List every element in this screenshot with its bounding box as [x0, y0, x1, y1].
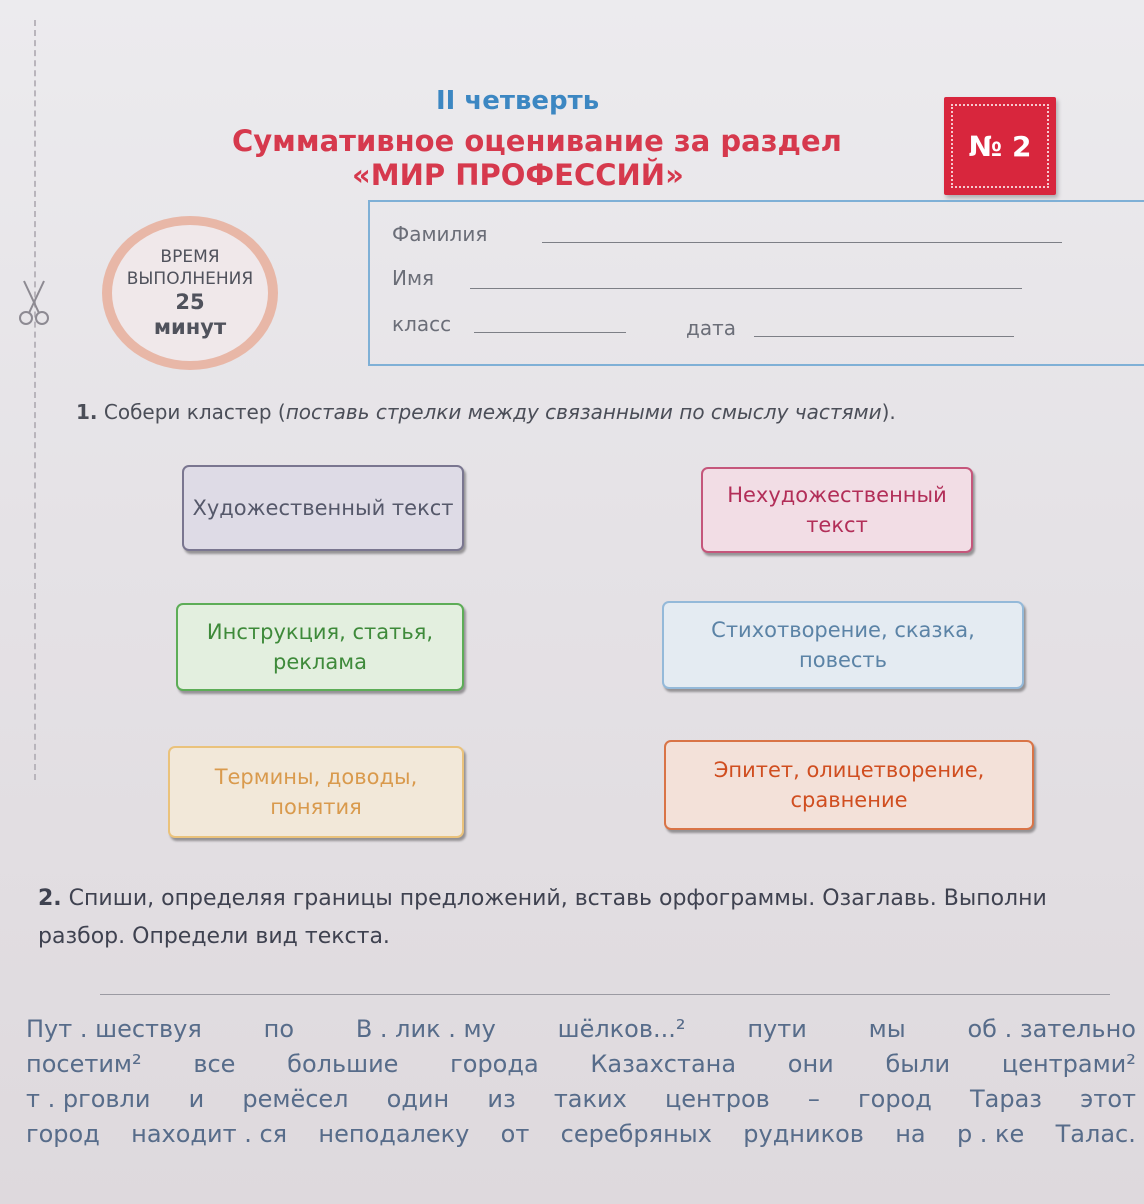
task2-text: Спиши, определяя границы предложений, вставь орфограммы. Озаглавь. Выполни разбор. Определи вид текста.	[38, 886, 1047, 949]
passage-word: Тараз	[969, 1085, 1043, 1113]
task1-number: 1.	[76, 400, 98, 424]
answer-line[interactable]	[100, 994, 1110, 995]
date-label: дата	[686, 316, 736, 340]
passage-word: мы	[868, 1015, 906, 1043]
passage-word: город	[26, 1120, 100, 1148]
task1-text-start: Собери кластер (	[103, 400, 286, 424]
passage-word: один	[386, 1085, 450, 1113]
task1-text-end: ).	[881, 400, 896, 424]
time-badge-minutes-unit: минут	[153, 315, 227, 339]
card-epithet[interactable]: Эпитет, олицетворение, сравнение	[664, 740, 1034, 830]
passage-word: и	[188, 1085, 205, 1113]
passage-word: были	[885, 1050, 951, 1078]
name-label: Имя	[392, 266, 435, 290]
passage-word: все	[193, 1050, 236, 1078]
passage-word: Талас.	[1055, 1120, 1136, 1148]
card-art-text[interactable]: Художественный текст	[182, 465, 464, 551]
surname-label: Фамилия	[392, 222, 488, 246]
passage-word: р . ке	[956, 1120, 1025, 1148]
time-badge	[102, 216, 278, 370]
passage-word: пути	[747, 1015, 807, 1043]
passage-word: т . рговли	[26, 1085, 151, 1113]
time-badge-line2: ВЫПОЛНЕНИЯ	[126, 269, 254, 289]
card-nonart-text[interactable]: Нехудожественный текст	[701, 467, 973, 553]
passage-row	[26, 1047, 1136, 1082]
class-field[interactable]	[474, 332, 626, 333]
task2-instruction	[38, 880, 1128, 956]
passage-word: Пут . шествуя	[26, 1015, 202, 1043]
task2-number: 2.	[38, 886, 62, 911]
passage-word: от	[500, 1120, 530, 1148]
passage-word: ремёсел	[242, 1085, 349, 1113]
page-title-line1: Суммативное оценивание за раздел	[232, 124, 842, 158]
exercise-passage	[26, 1012, 1136, 1152]
passage-row	[26, 1012, 1136, 1047]
passage-word: город	[858, 1085, 932, 1113]
passage-word: рудников	[743, 1120, 864, 1148]
passage-word: они	[787, 1050, 834, 1078]
assessment-number-badge	[944, 97, 1056, 195]
passage-word: центров	[664, 1085, 770, 1113]
date-field[interactable]	[754, 336, 1014, 337]
passage-word: Казахстана	[590, 1050, 737, 1078]
passage-word: шёлков...²	[557, 1015, 686, 1043]
passage-word: по	[263, 1015, 294, 1043]
assessment-number: № 2	[951, 104, 1049, 188]
passage-word: об . зательно	[967, 1015, 1136, 1043]
passage-word: –	[807, 1085, 820, 1113]
passage-word: центрами²	[1001, 1050, 1136, 1078]
quarter-heading: II четверть	[436, 86, 600, 116]
passage-word: посетим²	[26, 1050, 142, 1078]
passage-word: таких	[553, 1085, 627, 1113]
cut-line	[34, 20, 36, 780]
page-title-line2: «МИР ПРОФЕССИЙ»	[352, 158, 684, 192]
card-terms[interactable]: Термины, доводы, понятия	[168, 746, 464, 838]
task1-text-italic: поставь стрелки между связанными по смыслу частями	[285, 400, 882, 424]
student-info-form	[368, 200, 1144, 366]
passage-word: из	[487, 1085, 516, 1113]
surname-field[interactable]	[542, 242, 1062, 243]
time-badge-minutes-value: 25	[175, 290, 205, 314]
card-poem[interactable]: Стихотворение, сказка, повесть	[662, 601, 1024, 689]
passage-row	[26, 1117, 1136, 1152]
name-field[interactable]	[470, 288, 1022, 289]
passage-word: находит . ся	[131, 1120, 288, 1148]
class-label: класс	[392, 312, 452, 336]
passage-word: В . лик . му	[355, 1015, 496, 1043]
passage-word: серебряных	[560, 1120, 712, 1148]
passage-word: этот	[1080, 1085, 1136, 1113]
time-badge-line1: ВРЕМЯ	[160, 247, 220, 267]
scissors-icon	[14, 278, 54, 328]
passage-row	[26, 1082, 1136, 1117]
card-instruction[interactable]: Инструкция, статья, реклама	[176, 603, 464, 691]
passage-word: города	[450, 1050, 539, 1078]
passage-word: неподалеку	[318, 1120, 470, 1148]
task1-instruction	[76, 400, 896, 424]
passage-word: на	[895, 1120, 926, 1148]
passage-word: большие	[287, 1050, 399, 1078]
